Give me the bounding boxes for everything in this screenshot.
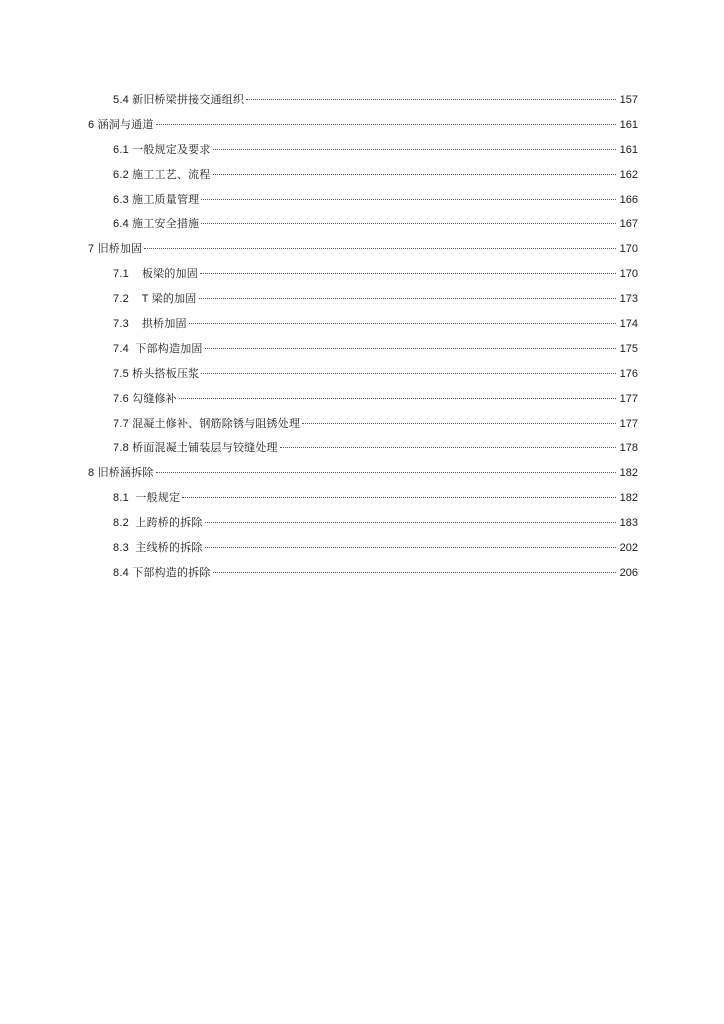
toc-entry-label: 6 涵洞与通道 (88, 118, 154, 131)
dot-leader (199, 298, 617, 299)
toc-entry-6-4[interactable] (88, 212, 638, 237)
toc-entry-label: 7.7 混凝土修补、钢筋除锈与阻锈处理 (113, 417, 301, 430)
toc-entry-page: 183 (619, 517, 638, 530)
toc-entry-7-6[interactable] (88, 387, 638, 412)
dot-leader (179, 398, 616, 399)
toc-entry-label: 7.1 板梁的加固 (113, 268, 198, 281)
toc-entry-page: 157 (619, 94, 638, 106)
dot-leader (280, 447, 616, 448)
toc-entry-page: 177 (619, 392, 638, 405)
toc-entry-page: 161 (619, 143, 638, 156)
toc-entry-label: 7.8 桥面混凝土铺装层与铰缝处理 (113, 442, 278, 455)
toc-entry-7-4[interactable] (88, 337, 638, 362)
toc-entry-7-7[interactable] (88, 412, 638, 437)
toc-entry-page: 206 (619, 566, 638, 579)
toc-entry-page: 182 (619, 492, 638, 505)
toc-entry-label: 7.3 拱桥加固 (113, 318, 187, 331)
dot-leader (201, 373, 616, 374)
dot-leader (205, 547, 616, 548)
toc-entry-label: 6.2 施工工艺、流程 (113, 168, 211, 181)
toc-entry-label: 7.4 下部构造加固 (113, 342, 203, 355)
dot-leader (182, 497, 616, 498)
dot-leader (302, 423, 616, 424)
toc-entry-page: 162 (619, 168, 638, 181)
toc-entry-page: 170 (619, 268, 638, 281)
toc-entry-7-2[interactable] (88, 287, 638, 312)
toc-entry-8-2[interactable] (88, 511, 638, 536)
toc-entry-7-3[interactable] (88, 312, 638, 337)
dot-leader (205, 522, 616, 523)
toc-entry-7-1[interactable] (88, 262, 638, 287)
toc-entry-page: 182 (619, 467, 638, 480)
toc-entry-page: 170 (619, 243, 638, 256)
toc-entry-label: 7.5 桥头搭板压浆 (113, 367, 200, 380)
dot-leader (213, 572, 616, 573)
toc-entry-page: 173 (619, 293, 638, 306)
table-of-contents (88, 88, 638, 586)
dot-leader (201, 199, 616, 200)
toc-entry-label: 6.1 一般规定及要求 (113, 143, 211, 156)
toc-entry-page: 175 (619, 342, 638, 355)
dot-leader (189, 323, 616, 324)
toc-entry-label: 7.6 勾缝修补 (113, 392, 177, 405)
toc-entry-page: 161 (619, 118, 638, 131)
dot-leader (213, 149, 616, 150)
dot-leader (201, 223, 616, 224)
dot-leader (205, 348, 616, 349)
toc-entry-page: 177 (619, 417, 638, 430)
toc-entry-5-4[interactable] (88, 88, 638, 113)
toc-entry-8-4[interactable] (88, 561, 638, 586)
toc-entry-7-8[interactable] (88, 436, 638, 461)
toc-entry-label: 8 旧桥涵拆除 (88, 467, 154, 480)
toc-entry-label: 6.3 施工质量管理 (113, 193, 200, 206)
toc-entry-page: 166 (619, 193, 638, 206)
toc-entry-label: 8.1 一般规定 (113, 492, 181, 505)
toc-entry-label: 8.3 主线桥的拆除 (113, 542, 203, 555)
toc-entry-6-3[interactable] (88, 188, 638, 213)
toc-entry-page: 174 (619, 318, 638, 331)
toc-entry-6-2[interactable] (88, 163, 638, 188)
toc-entry-label: 8.4 下部构造的拆除 (113, 566, 211, 579)
toc-entry-7-5[interactable] (88, 362, 638, 387)
dot-leader (200, 273, 616, 274)
dot-leader (144, 248, 616, 249)
toc-entry-7[interactable] (88, 237, 638, 262)
dot-leader (213, 174, 616, 175)
toc-entry-label: 8.2 上跨桥的拆除 (113, 517, 203, 530)
toc-entry-page: 167 (619, 218, 638, 231)
toc-entry-6-1[interactable] (88, 138, 638, 163)
dot-leader (156, 124, 616, 125)
toc-entry-label: 7 旧桥加固 (88, 243, 143, 256)
dot-leader (156, 472, 616, 473)
toc-entry-label: 5.4 新旧桥梁拼接交通组织 (113, 94, 245, 106)
toc-entry-8[interactable] (88, 461, 638, 486)
toc-entry-page: 202 (619, 542, 638, 555)
toc-entry-8-3[interactable] (88, 536, 638, 561)
toc-entry-page: 178 (619, 442, 638, 455)
toc-entry-6[interactable] (88, 113, 638, 138)
toc-entry-8-1[interactable] (88, 486, 638, 511)
toc-entry-page: 176 (619, 367, 638, 380)
toc-entry-label: 7.2 T 梁的加固 (113, 293, 197, 306)
dot-leader (246, 99, 616, 100)
toc-entry-label: 6.4 施工安全措施 (113, 218, 200, 231)
